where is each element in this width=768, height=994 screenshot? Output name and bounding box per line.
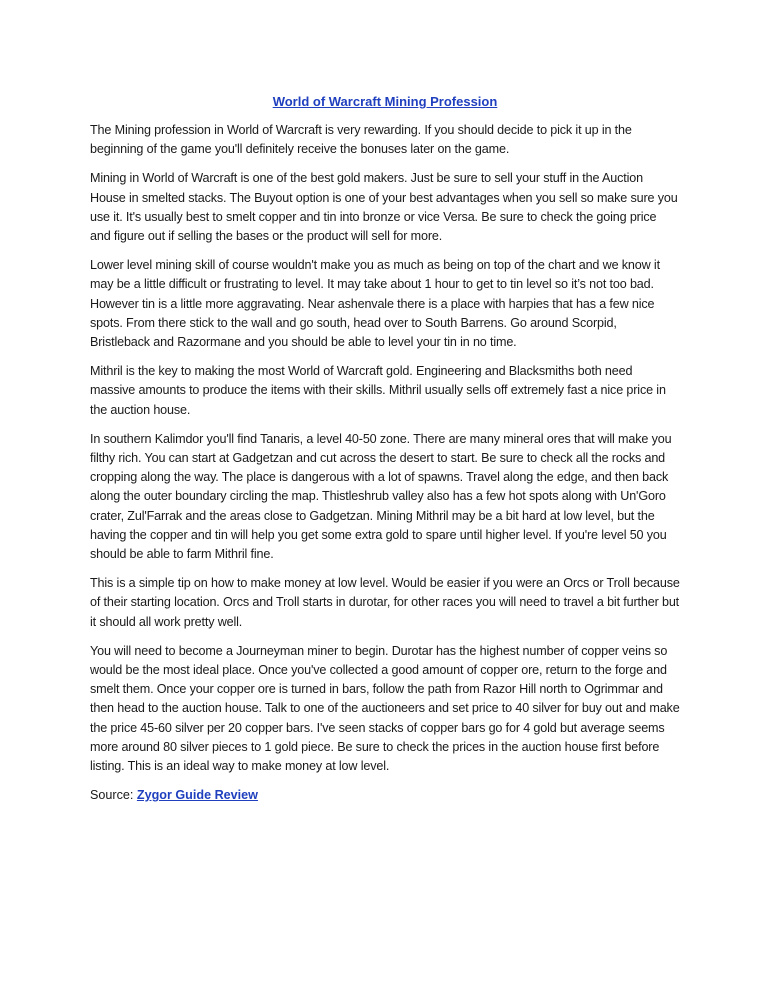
- paragraph-gold-makers: Mining in World of Warcraft is one of the best gold makers. Just be sure to sell your stuff in the Auction House in smelted stacks. The Buyout option is one of your best advantages when you sell so make sure you use it. It's usually best to smelt copper and tin into bronze or vice Versa. Be sure to check the going price and figure out if selling the bases or the product will sell for more.: [90, 171, 678, 244]
- paragraph-journeyman: You will need to become a Journeyman miner to begin. Durotar has the highest number of copper veins so would be the most ideal place. Once you've collected a good amount of copper ore, return to the forge and smelt them. Once your copper ore is turned in bars, follow the path from Razor Hill north to Ogrimmar and then head to the auction house. Talk to one of the auctioneers and set price to 40 silver for buy out and make the price 45-60 silver per 20 copper bars. I've seen stacks of copper bars go for 4 gold but average seems more around 80 silver pieces to 1 gold piece. Be sure to check the prices in the auction house first before listing. This is an ideal way to make money at low level.: [90, 643, 680, 774]
- paragraph-intro: The Mining profession in World of Warcraft is very rewarding. If you should decide to pick it up in the beginning of the game you'll definitely receive the bonuses later on the game.: [90, 123, 632, 157]
- paragraph-tanaris: In southern Kalimdor you'll find Tanaris, a level 40-50 zone. There are many mineral ores that will make you filthy rich. You can start at Gadgetzan and cut across the desert to start. Be sure to check all the rocks and cropping along the way. The place is dangerous with a lot of spawns. Travel along the edge, and then back along the outer boundary circling the map. Thistleshrub valley also has a few hot spots along with Un'Goro crater, Zul'Farrak and the areas close to Gadgetzan. Mining Mithril may be a bit hard at low level, but the having the copper and tin will help you get some extra gold to spare until higher level. If you're level 50 you should be able to farm Mithril fine.: [90, 431, 672, 562]
- source-line: [90, 786, 680, 805]
- paragraph-low-level-skill: Lower level mining skill of course wouldn't make you as much as being on top of the chart and we know it may be a little difficult or frustrating to level. It may take about 1 hour to get to tin level so it’s not too bad. However tin is a little more aggravating. Near ashenvale there is a place with harpies that has a few nice spots. From there stick to the wall and go south, head over to South Barrens. Go around Scorpid, Bristleback and Razormane and you should be able to level your tin in no time.: [90, 258, 660, 350]
- source-link[interactable]: Zygor Guide Review: [136, 788, 258, 803]
- document-page: [90, 92, 680, 805]
- paragraph-mithril: Mithril is the key to making the most World of Warcraft gold. Engineering and Blacksmiths both need massive amounts to produce the items with their skills. Mithril usually sells off extremely fast a nice price in the auction house.: [90, 364, 666, 417]
- document-title[interactable]: World of Warcraft Mining Profession: [272, 94, 498, 109]
- paragraph-low-level-tip: This is a simple tip on how to make money at low level. Would be easier if you were an Orcs or Troll because of their starting location. Orcs and Troll starts in durotar, for other races you will need to travel a bit further but it should all work pretty well.: [90, 576, 680, 629]
- source-label: Source:: [90, 788, 134, 803]
